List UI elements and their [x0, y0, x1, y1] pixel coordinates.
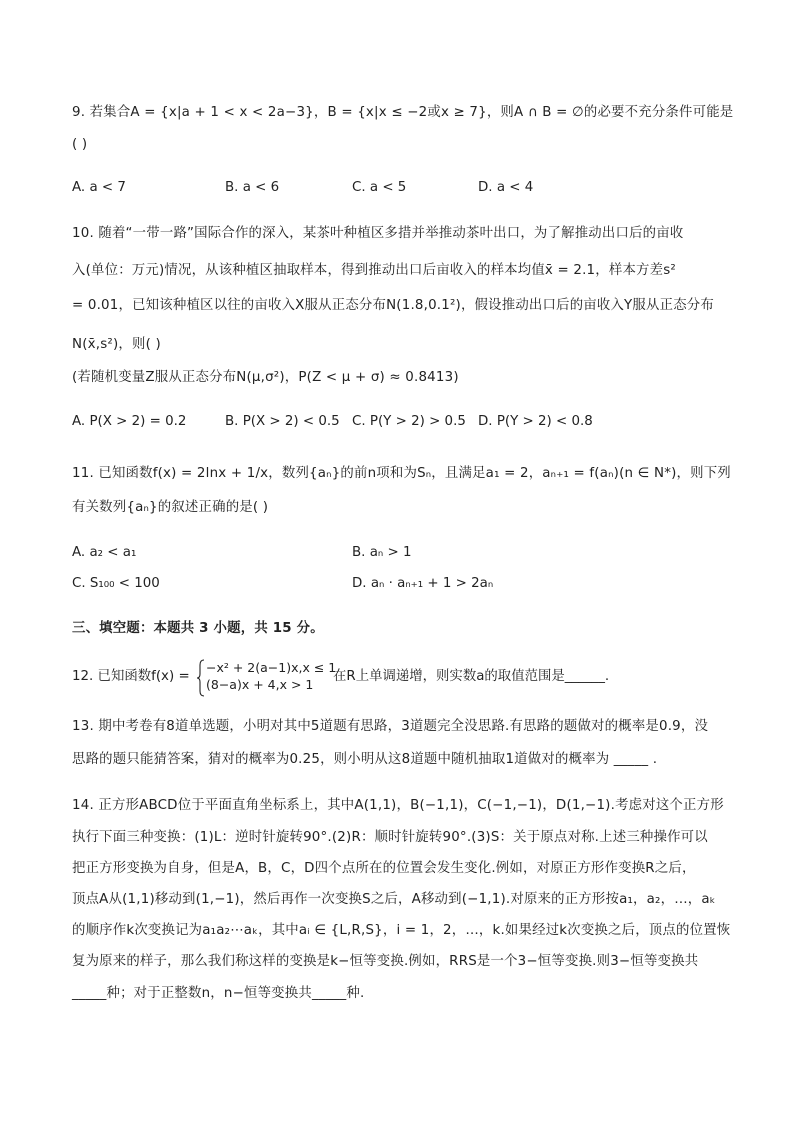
q10-option-d: D. P(Y > 2) < 0.8	[478, 414, 593, 429]
q14-stem-line3: 把正方形变换为自身，但是A，B，C，D四个点所在的位置会发生变化.例如，对原正方形作变换R之后，	[72, 861, 696, 876]
q14-stem-line6: 复为原来的样子，那么我们称这样的变换是k−恒等变换.例如，RRS是一个3−恒等变换.则3−恒等变换共	[72, 954, 699, 969]
q9-option-a: A. a < 7	[72, 180, 126, 195]
q13-stem-line1: 13. 期中考卷有8道单选题，小明对其中5道题有思路，3道题完全没思路.有思路的题做对的概率是0.9，没	[72, 719, 709, 734]
q10-stem-line2: 入(单位：万元)情况，从该种植区抽取样本，得到推动出口后亩收入的样本均值x̄ = 2.1，样本方差s²	[72, 263, 676, 278]
q9-stem-line2: ( )	[72, 137, 88, 152]
q12-left-brace	[196, 659, 206, 697]
q11-stem-line2: 有关数列{aₙ}的叙述正确的是( )	[72, 500, 269, 515]
q9-option-c: C. a < 5	[352, 180, 407, 195]
q12-case-2: (8−a)x + 4,x > 1	[206, 677, 314, 692]
q10-option-a: A. P(X > 2) = 0.2	[72, 414, 187, 429]
q11-option-d: D. aₙ · aₙ₊₁ + 1 > 2aₙ	[352, 576, 494, 591]
q14-stem-line2: 执行下面三种变换：(1)L：逆时针旋转90°.(2)R：顺时针旋转90°.(3)S：关于原点对称.上述三种操作可以	[72, 830, 708, 845]
q10-stem-line4: N(x̄,s²)，则( )	[72, 337, 161, 352]
q9-stem-line1: 9. 若集合A = {x|a + 1 < x < 2a−3}，B = {x|x ≤ −2或x ≥ 7}，则A ∩ B = ∅的必要不充分条件可能是	[72, 105, 734, 120]
q9-option-b: B. a < 6	[225, 180, 280, 195]
q11-option-b: B. aₙ > 1	[352, 545, 412, 560]
q11-option-a: A. a₂ < a₁	[72, 545, 137, 560]
q10-option-c: C. P(Y > 2) > 0.5	[352, 414, 466, 429]
q11-stem-line1: 11. 已知函数f(x) = 2lnx + 1/x，数列{aₙ}的前n项和为Sₙ，且满足a₁ = 2，aₙ₊₁ = f(aₙ)(n ∈ N*)，则下列	[72, 466, 731, 481]
q10-stem-line3: = 0.01，已知该种植区以往的亩收入X服从正态分布N(1.8,0.1²)，假设推动出口后的亩收入Y服从正态分布	[72, 298, 714, 313]
q14-stem-line1: 14. 正方形ABCD位于平面直角坐标系上，其中A(1,1)，B(−1,1)，C(−1,−1)，D(1,−1).考虑对这个正方形	[72, 798, 724, 813]
q12-case-1: −x² + 2(a−1)x,x ≤ 1	[206, 660, 337, 675]
q11-option-c: C. S₁₀₀ < 100	[72, 576, 160, 591]
q12-prefix: 12. 已知函数f(x) =	[72, 669, 190, 684]
q14-stem-line7: _____种；对于正整数n，n−恒等变换共_____种.	[72, 986, 365, 1001]
q10-stem-line1: 10. 随着“一带一路”国际合作的深入，某茶叶种植区多措并举推动茶叶出口，为了解推动出口后的亩收	[72, 226, 684, 241]
q12-suffix: 在R上单调递增，则实数a的取值范围是______.	[333, 669, 610, 684]
q14-stem-line4: 顶点A从(1,1)移动到(1,−1)，然后再作一次变换S之后，A移动到(−1,1).对原来的正方形按a₁，a₂，…，aₖ	[72, 892, 716, 907]
q14-stem-line5: 的顺序作k次变换记为a₁a₂⋯aₖ，其中aᵢ ∈ {L,R,S}，i = 1，2，…，k.如果经过k次变换之后，顶点的位置恢	[72, 923, 731, 938]
q13-stem-line2: 思路的题只能猜答案，猜对的概率为0.25，则小明从这8道题中随机抽取1道做对的概率为 _____ .	[72, 752, 658, 767]
brace-icon	[196, 659, 206, 697]
q10-note: (若随机变量Z服从正态分布N(μ,σ²)，P(Z < μ + σ) ≈ 0.8413)	[72, 370, 459, 385]
section-heading-fill-in: 三、填空题：本题共 3 小题，共 15 分。	[72, 621, 324, 636]
q10-option-b: B. P(X > 2) < 0.5	[225, 414, 340, 429]
q9-option-d: D. a < 4	[478, 180, 534, 195]
